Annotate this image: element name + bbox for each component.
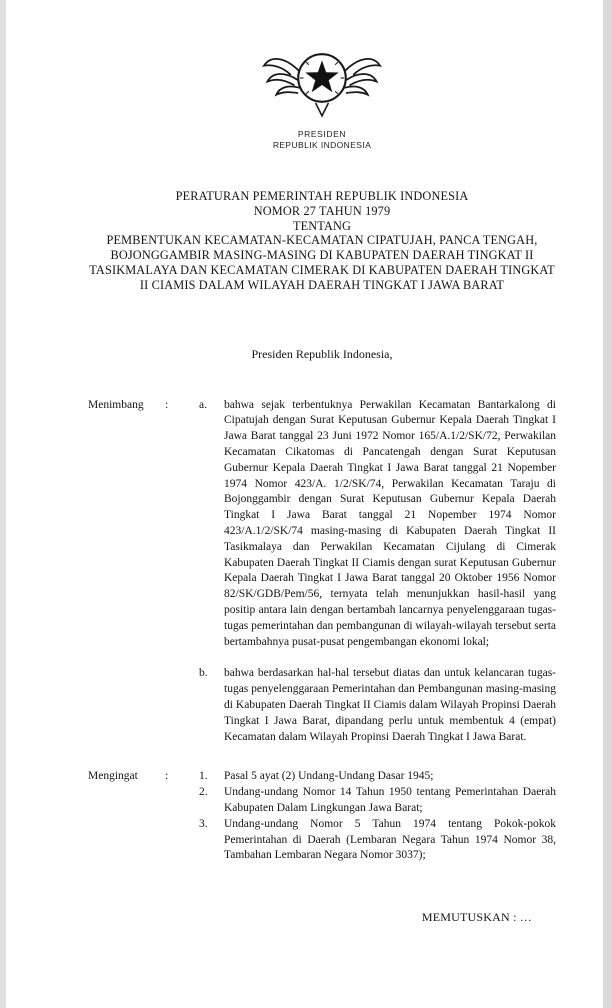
item-marker: 1. bbox=[199, 770, 208, 783]
org-presiden: PRESIDEN bbox=[297, 129, 347, 139]
document-title-block bbox=[88, 189, 556, 293]
title-line-number: NOMOR 27 TAHUN 1979 bbox=[253, 203, 391, 218]
clause-item-3 bbox=[199, 817, 556, 864]
section-menimbang bbox=[88, 398, 556, 746]
clause-item-2 bbox=[199, 785, 556, 817]
item-text: bahwa berdasarkan hal-hal tersebut diatas dan untuk kelancaran tugas-tugas penyelenggaraan Pemerintahan dan Pembangunan masing-masing di Kabupaten Daerah Tingkat II Ciamis dalam Wilayah Propinsi Daerah Tingkat I Jawa Barat, dipandang perlu untuk membentuk 4 (empat) Kecamatan dalam Wilayah Propinsi Daerah Tingkat I Jawa Barat. bbox=[224, 667, 556, 743]
memutuskan-line: MEMUTUSKAN : … bbox=[421, 910, 532, 925]
item-text: bahwa sejak terbentuknya Perwakilan Kecamatan Bantarkalong di Cipatujah dengan Surat Keputusan Gubernur Kepala Daerah Tingkat I Jawa Barat tanggal 23 Juni 1972 Nomor 165/A.1/2/SK/72, Perwakilan Kecamatan Cikatomas di Pancatengah dengan Surat Keputusan Gubernur Kepala Daerah Tingkat I Jawa Barat tanggal 21 Nopember 1974 Nomor 423/A. 1/2/SK/74, Perwakilan Kecamatan Taraju di Bojonggambir dengan Surat Keputusan Gubernur Kepala Daerah Tingkat I Jawa Barat tanggal 21 Nopember 1974 Nomor 423/A.1/2/SK/74 masing-masing di Kabupaten Daerah Tingkat II Tasikmalaya dan Perwakilan Kecamatan Cijulang di Cimerak Kabupaten Daerah Tingkat II Ciamis dengan surat Keputusan Gubernur Kepala Daerah Tingkat I Jawa Barat tanggal 20 Oktober 1956 Nomor 82/SK/GDB/Pem/56, ternyata telah menunjukkan hasil-hasil yang positip antara lain dengan bertambah lancarnya penyelenggaraan tugas-tugas pemerintahan dan pembangunan di wilayah-wilayah tersebut serta bertambahnya pusat-pusat pengembangan ekonomi lokal; bbox=[224, 398, 556, 648]
section-mengingat bbox=[88, 769, 556, 864]
section-colon: : bbox=[165, 770, 169, 783]
section-label: Menimbang bbox=[88, 398, 144, 411]
item-text: Undang-undang Nomor 14 Tahun 1950 tentang Pemerintahan Daerah Kabupaten Dalam Lingkungan Jawa Barat; bbox=[224, 786, 556, 814]
item-marker: 3. bbox=[199, 817, 208, 830]
section-items bbox=[199, 398, 556, 746]
presidential-seal-icon bbox=[260, 34, 384, 127]
title-line-regulation: PERATURAN PEMERINTAH REPUBLIK INDONESIA bbox=[175, 189, 469, 203]
clause-item-b bbox=[199, 666, 556, 745]
section-label: Mengingat bbox=[88, 770, 138, 783]
item-text: Pasal 5 ayat (2) Undang-Undang Dasar 1945; bbox=[224, 770, 434, 783]
page-edge-left bbox=[0, 0, 6, 1008]
item-marker: a. bbox=[199, 398, 207, 411]
page-edge-right bbox=[603, 0, 612, 1008]
letterhead bbox=[88, 34, 556, 151]
item-marker: b. bbox=[199, 667, 208, 680]
title-line-tentang: TENTANG bbox=[292, 218, 352, 233]
salutation: Presiden Republik Indonesia, bbox=[251, 346, 393, 361]
letterhead-text bbox=[88, 129, 556, 151]
section-colon: : bbox=[165, 398, 169, 411]
item-marker: 2. bbox=[199, 786, 208, 799]
clause-item-a bbox=[199, 398, 556, 651]
org-republik-indonesia: REPUBLIK INDONESIA bbox=[272, 140, 372, 150]
clauses bbox=[88, 398, 556, 865]
title-subject: PEMBENTUKAN KECAMATAN-KECAMATAN CIPATUJAH, PANCA TENGAH, BOJONGGAMBIR MASING-MASING DI KABUPATEN DAERAH TINGKAT II TASIKMALAYA DAN KECAMATAN CIMERAK DI KABUPATEN DAERAH TINGKAT II CIAMIS DALAM WILAYAH DAERAH TINGKAT I JAWA BARAT bbox=[89, 233, 555, 292]
section-items bbox=[199, 769, 556, 864]
clause-item-1 bbox=[199, 769, 556, 785]
item-text: Undang-undang Nomor 5 Tahun 1974 tentang Pokok-pokok Pemerintahan di Daerah (Lembaran Negara Tahun 1974 Nomor 38, Tambahan Lembaran Negara Nomor 3037); bbox=[224, 817, 556, 862]
